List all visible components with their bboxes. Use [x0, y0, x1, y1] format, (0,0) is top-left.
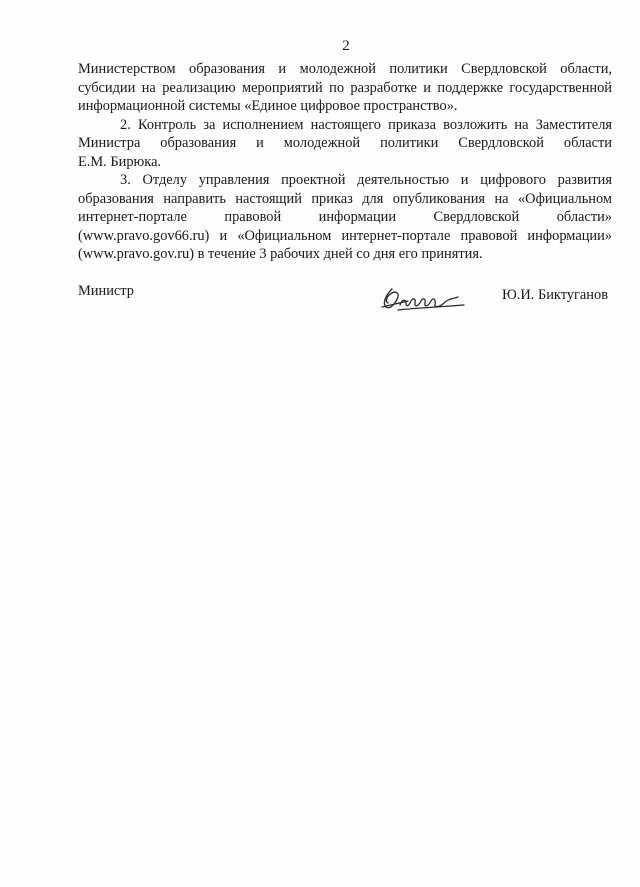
paragraph-line: (www.pravo.gov66.ru) и «Официальном интернет-портале правовой информации»	[78, 227, 612, 244]
paragraph-line: интернет-портале правовой информации Свердловской области»	[78, 209, 612, 225]
paragraph-3	[78, 171, 612, 264]
paragraph-line: субсидии на реализацию мероприятий по разработке и поддержке государственной	[78, 79, 612, 96]
paragraph-line: Министра образования и молодежной политики Свердловской области	[78, 135, 612, 151]
paragraph-line: 2. Контроль за исполнением настоящего приказа возложить на Заместителя	[120, 116, 612, 133]
handwritten-signature-icon	[378, 281, 468, 317]
paragraph-line: информационной системы «Единое цифровое пространство».	[78, 98, 458, 114]
signatory-name: Ю.И. Биктуганов	[501, 287, 608, 303]
signature-block	[78, 281, 612, 321]
paragraph-line: образования направить настоящий приказ для опубликования на «Официальном	[78, 190, 612, 207]
paragraph-2	[78, 116, 612, 172]
paragraph-line: (www.pravo.gov.ru) в течение 3 рабочих дней со дня его принятия.	[78, 246, 483, 262]
paragraph-line: Министерством образования и молодежной политики Свердловской области,	[78, 61, 612, 77]
paragraph-line: 3. Отделу управления проектной деятельностью и цифрового развития	[120, 172, 612, 188]
signatory-title: Министр	[78, 283, 134, 299]
page-number: 2	[342, 38, 350, 54]
document-body	[78, 60, 612, 264]
paragraph-line: Е.М. Бирюка.	[78, 153, 162, 170]
paragraph-1	[78, 60, 612, 116]
